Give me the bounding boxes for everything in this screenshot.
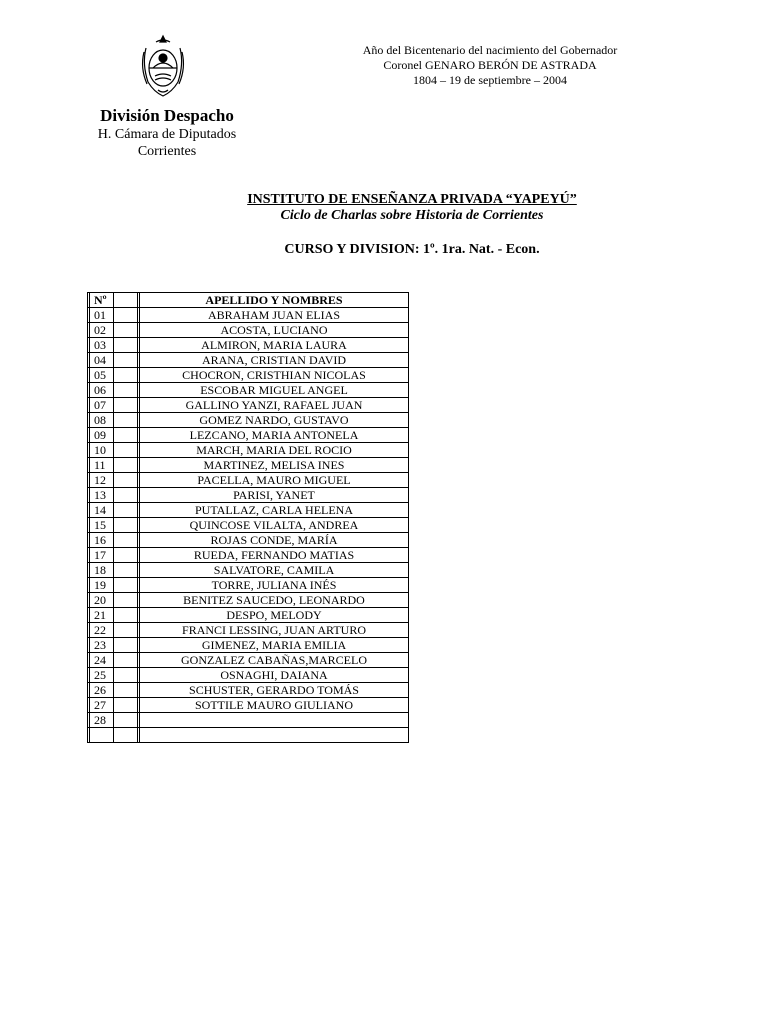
table-row: [88, 728, 409, 743]
table-row: [88, 548, 409, 563]
table-row: [88, 593, 409, 608]
student-name: OSNAGHI, DAIANA: [140, 668, 409, 683]
department-block: [84, 106, 250, 160]
table-row: [88, 473, 409, 488]
blank-cell: [114, 383, 138, 398]
document-headings: [200, 192, 624, 258]
student-name: ARANA, CRISTIAN DAVID: [140, 353, 409, 368]
row-number: 22: [90, 623, 114, 638]
student-name: QUINCOSE VILALTA, ANDREA: [140, 518, 409, 533]
blank-cell: [114, 548, 138, 563]
blank-cell: [114, 728, 138, 743]
blank-cell: [114, 713, 138, 728]
row-number: 26: [90, 683, 114, 698]
row-number: 02: [90, 323, 114, 338]
row-number: 20: [90, 593, 114, 608]
row-number: 09: [90, 428, 114, 443]
institute-title: INSTITUTO DE ENSEÑANZA PRIVADA “YAPEYÚ”: [247, 192, 577, 207]
student-name: RUEDA, FERNANDO MATIAS: [140, 548, 409, 563]
blank-cell: [114, 443, 138, 458]
student-name: GALLINO YANZI, RAFAEL JUAN: [140, 398, 409, 413]
table-row: [88, 308, 409, 323]
student-name: ACOSTA, LUCIANO: [140, 323, 409, 338]
student-name: SALVATORE, CAMILA: [140, 563, 409, 578]
student-name: FRANCI LESSING, JUAN ARTURO: [140, 623, 409, 638]
name-column-header: APELLIDO Y NOMBRES: [140, 293, 409, 308]
row-number: 28: [90, 713, 114, 728]
table-row: [88, 323, 409, 338]
blank-cell: [114, 608, 138, 623]
student-name: GOMEZ NARDO, GUSTAVO: [140, 413, 409, 428]
blank-cell: [114, 308, 138, 323]
table-row: [88, 638, 409, 653]
table-row: [88, 398, 409, 413]
student-name: SCHUSTER, GERARDO TOMÁS: [140, 683, 409, 698]
motto-line-3: 1804 – 19 de septiembre – 2004: [413, 73, 567, 87]
student-name: ROJAS CONDE, MARÍA: [140, 533, 409, 548]
row-number: 27: [90, 698, 114, 713]
row-number: 04: [90, 353, 114, 368]
row-number: 17: [90, 548, 114, 563]
blank-cell: [114, 368, 138, 383]
blank-cell: [114, 338, 138, 353]
blank-cell: [114, 473, 138, 488]
motto-line-1: Año del Bicentenario del nacimiento del Gobernador: [362, 43, 618, 57]
blank-cell: [114, 593, 138, 608]
table-row: [88, 578, 409, 593]
table-row: [88, 413, 409, 428]
blank-cell: [114, 578, 138, 593]
student-name: GONZALEZ CABAÑAS,MARCELO: [140, 653, 409, 668]
student-name: [140, 728, 409, 743]
blank-cell: [114, 323, 138, 338]
blank-cell: [114, 428, 138, 443]
table-row: [88, 518, 409, 533]
row-number: 11: [90, 458, 114, 473]
blank-cell: [114, 683, 138, 698]
blank-cell: [114, 458, 138, 473]
table-row: [88, 443, 409, 458]
blank-cell: [114, 353, 138, 368]
department-title: División Despacho: [100, 106, 234, 125]
row-number: 03: [90, 338, 114, 353]
row-number: 21: [90, 608, 114, 623]
row-number: 16: [90, 533, 114, 548]
table-row: [88, 698, 409, 713]
table-row: [88, 383, 409, 398]
table-row: [88, 488, 409, 503]
blank-cell: [114, 518, 138, 533]
row-number: [90, 728, 114, 743]
bicentennial-motto: [330, 43, 650, 88]
table-row: [88, 563, 409, 578]
blank-cell: [114, 653, 138, 668]
row-number: 05: [90, 368, 114, 383]
student-name: PARISI, YANET: [140, 488, 409, 503]
blank-cell: [114, 698, 138, 713]
institution-line-1: H. Cámara de Diputados: [97, 127, 237, 142]
blank-cell: [114, 413, 138, 428]
row-number: 18: [90, 563, 114, 578]
course-division: CURSO Y DIVISION: 1º. 1ra. Nat. - Econ.: [284, 242, 540, 257]
student-name: ALMIRON, MARIA LAURA: [140, 338, 409, 353]
table-row: [88, 353, 409, 368]
blank-cell: [114, 533, 138, 548]
table-row: [88, 653, 409, 668]
blank-cell: [114, 668, 138, 683]
blank-cell: [114, 623, 138, 638]
row-number: 13: [90, 488, 114, 503]
row-number: 06: [90, 383, 114, 398]
table-row: [88, 338, 409, 353]
table-row: [88, 458, 409, 473]
table-header-row: [88, 293, 409, 308]
row-number: 24: [90, 653, 114, 668]
row-number: 07: [90, 398, 114, 413]
student-name: ABRAHAM JUAN ELIAS: [140, 308, 409, 323]
row-number: 01: [90, 308, 114, 323]
blank-cell: [114, 638, 138, 653]
student-name: CHOCRON, CRISTHIAN NICOLAS: [140, 368, 409, 383]
table-row: [88, 428, 409, 443]
blank-cell: [114, 503, 138, 518]
student-name: SOTTILE MAURO GIULIANO: [140, 698, 409, 713]
student-name: PUTALLAZ, CARLA HELENA: [140, 503, 409, 518]
table-row: [88, 368, 409, 383]
student-name: TORRE, JULIANA INÉS: [140, 578, 409, 593]
table-row: [88, 668, 409, 683]
number-column-header: Nº: [90, 293, 114, 308]
student-name: BENITEZ SAUCEDO, LEONARDO: [140, 593, 409, 608]
row-number: 23: [90, 638, 114, 653]
row-number: 12: [90, 473, 114, 488]
blank-cell: [114, 398, 138, 413]
student-name: MARCH, MARIA DEL ROCIO: [140, 443, 409, 458]
table-row: [88, 608, 409, 623]
motto-line-2: Coronel GENARO BERÓN DE ASTRADA: [383, 58, 597, 72]
row-number: 14: [90, 503, 114, 518]
student-name: PACELLA, MAURO MIGUEL: [140, 473, 409, 488]
student-name: [140, 713, 409, 728]
blank-cell: [114, 563, 138, 578]
provincial-seal-icon: [138, 34, 188, 98]
student-name: GIMENEZ, MARIA EMILIA: [140, 638, 409, 653]
table-row: [88, 503, 409, 518]
table-row: [88, 533, 409, 548]
blank-column-header: [114, 293, 138, 308]
row-number: 15: [90, 518, 114, 533]
student-name: MARTINEZ, MELISA INES: [140, 458, 409, 473]
student-roster-table: [87, 292, 409, 743]
row-number: 25: [90, 668, 114, 683]
row-number: 10: [90, 443, 114, 458]
student-name: LEZCANO, MARIA ANTONELA: [140, 428, 409, 443]
blank-cell: [114, 488, 138, 503]
institution-line-2: Corrientes: [137, 144, 197, 159]
table-row: [88, 683, 409, 698]
cycle-subtitle: Ciclo de Charlas sobre Historia de Corrientes: [280, 208, 544, 223]
student-name: DESPO, MELODY: [140, 608, 409, 623]
row-number: 08: [90, 413, 114, 428]
student-name: ESCOBAR MIGUEL ANGEL: [140, 383, 409, 398]
table-row: [88, 713, 409, 728]
row-number: 19: [90, 578, 114, 593]
table-row: [88, 623, 409, 638]
